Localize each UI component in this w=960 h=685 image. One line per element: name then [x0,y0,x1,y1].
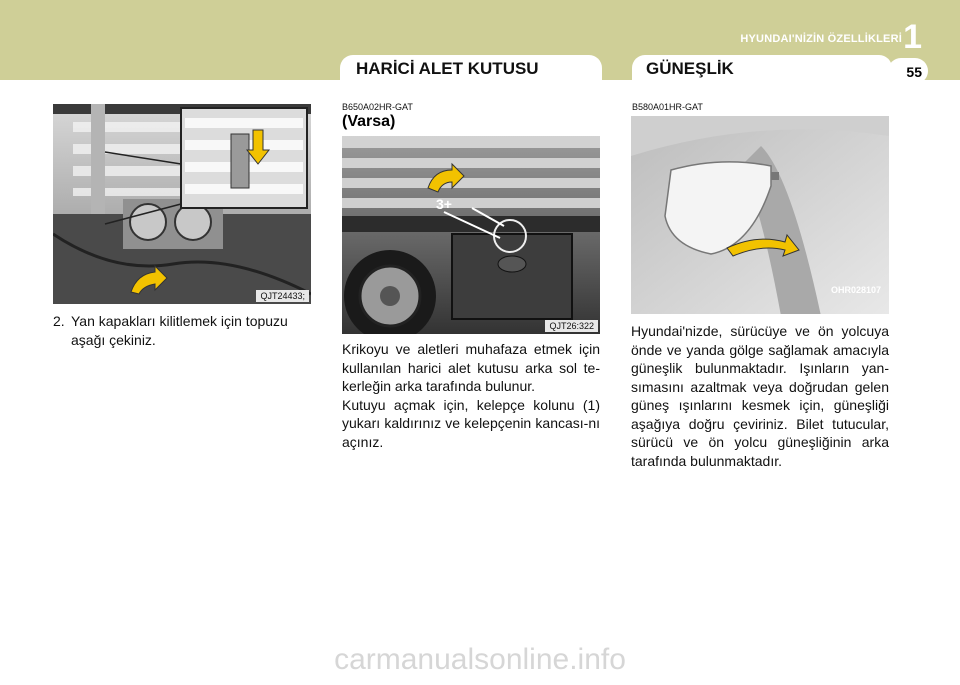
figure-code: QJT24433; [256,290,309,302]
figure-code: OHR028107 [830,285,881,295]
callout-1: 3+ [436,196,452,212]
step-text: Yan kapakları kilitlemek için topuzu aşağı çekiniz. [71,313,288,348]
section-title-sunvisor: GÜNEŞLİK [646,59,734,78]
side-gate-illustration [53,104,311,304]
section-title-tool-box: HARİCİ ALET KUTUSU [356,59,539,78]
section-code: B650A02HR-GAT [342,102,413,112]
figure-side-gate-latch [53,104,311,304]
figure-sunvisor [631,116,889,314]
subheading-optional: (Varsa) [342,113,396,130]
chapter-number: 1 [903,18,922,56]
watermark: carmanualsonline.info [334,643,626,676]
chapter-title: HYUNDAI'NİZİN ÖZELLİKLERİ [740,33,902,45]
section-code: B580A01HR-GAT [632,102,703,112]
figure-tool-box [342,136,600,334]
tool-box-paragraph-2: Kutuyu açmak için, kelepçe kolunu (1) yukarı kaldırınız ve kelepçenin kancası-nı açınız. [342,396,600,450]
step-2 [53,312,311,349]
tool-box-illustration [342,136,600,334]
sunvisor-paragraph: Hyundai'nizde, sürücüye ve ön yolcuya önde ve yanda gölge sağlamak amacıyla güneşlik bulunmaktadır. Işınların yan-sımasını azaltmak veya doğrudan gelen güneş ışınlarını kesmek için, güneşliği aşağıya doğru çeviriniz. Bilet tutucular, sürücü ve ön yolcu güneşliğinin arka tarafında bulunmaktadır. [631,323,889,469]
sunvisor-description [631,322,889,470]
figure-code: QJT26:322 [545,320,598,332]
tool-box-description [342,340,600,451]
page-number: 55 [906,64,922,80]
tool-box-paragraph-1: Krikoyu ve aletleri muhafaza etmek için kullanılan harici alet kutusu arka sol te-kerleğin arka tarafında bulunur. [342,341,600,394]
step-number: 2. [53,313,65,329]
